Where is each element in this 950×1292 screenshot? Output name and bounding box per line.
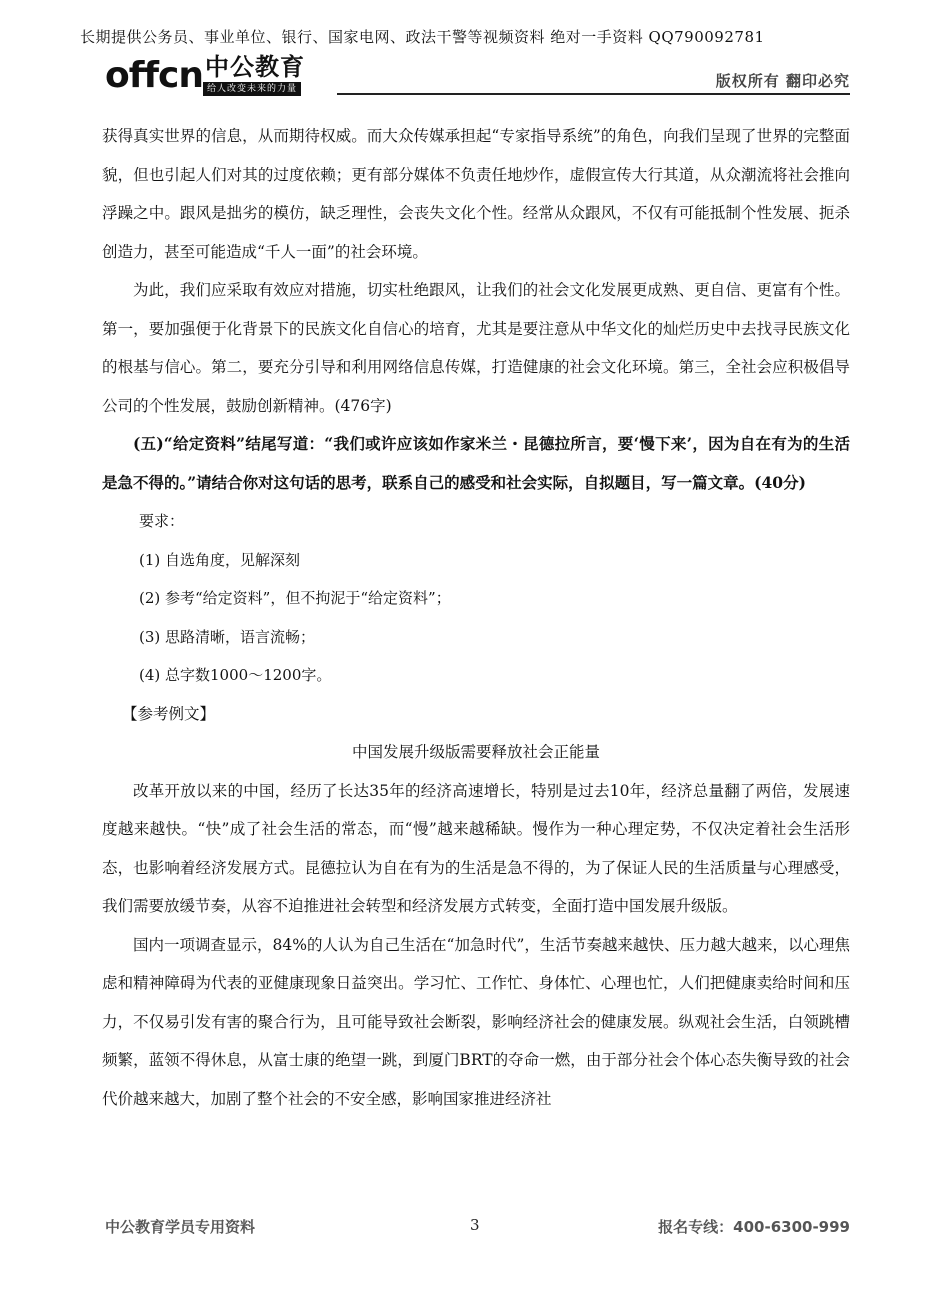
footer-hotline: 报名专线：400-6300-999 <box>658 1218 850 1236</box>
sample-essay-title: 中国发展升级版需要释放社会正能量 <box>351 743 600 761</box>
question-five: (五)“给定资料”结尾写道：“我们或许应该如作家米兰・昆德拉所言，要‘慢下来’，因为自在有为的生活是急不得的。”请结合你对这句话的思考，联系自己的感受和社会实际，自拟题目，写一篇文章。(40分) <box>102 434 850 492</box>
copyright-notice: 版权所有 翻印必究 <box>715 72 850 90</box>
offcn-logo <box>105 52 345 98</box>
document-body <box>102 117 850 1118</box>
sample-paragraph: 改革开放以来的中国，经历了长达35年的经济高速增长，特别是过去10年，经济总量翻了两倍，发展速度越来越快。“快”成了社会生活的常态，而“慢”越来越稀缺。慢作为一种心理定势，不仅决定着社会生活形态，也影响着经济发展方式。昆德拉认为自在有为的生活是急不得的，为了保证人民的生活质量与心理感受，我们需要放缓节奏，从容不迫推进社会转型和经济发展方式转变，全面打造中国发展升级版。 <box>102 781 850 915</box>
requirement-item: (4) 总字数1000～1200字。 <box>139 666 332 684</box>
requirement-item: (3) 思路清晰，语言流畅； <box>139 627 316 646</box>
paragraph-measures: 为此，我们应采取有效应对措施，切实杜绝跟风，让我们的社会文化发展更成熟、更自信、更富有个性。第一，要加强便于化背景下的民族文化自信心的培育，尤其是要注意从中华文化的灿烂历史中去找寻民族文化的根基与信心。第二，要充分引导和利用网络信息传媒，打造健康的社会文化环境。第三，全社会应积极倡导公司的个性发展，鼓励创新精神。(476字) <box>102 281 850 415</box>
page-header <box>105 52 850 100</box>
logo-mark: offcn <box>105 55 204 96</box>
requirement-item: (1) 自选角度，见解深刻 <box>139 550 301 569</box>
requirement-item: (2) 参考“给定资料”，但不拘泥于“给定资料”； <box>139 589 451 607</box>
logo-slogan: 给人改变未来的力量 <box>203 82 301 96</box>
footer-material-note: 中公教育学员专用资料 <box>105 1218 256 1236</box>
header-divider <box>337 93 850 95</box>
paragraph-continued: 获得真实世界的信息，从而期待权威。而大众传媒承担起“专家指导系统”的角色，向我们呈现了世界的完整面貌，但也引起人们对其的过度依赖；更有部分媒体不负责任地炒作，虚假宣传大行其道，从众潮流将社会推向浮躁之中。跟风是拙劣的模仿，缺乏理性，会丧失文化个性。经常从众跟风，不仅有可能抵制个性发展、扼杀创造力，甚至可能造成“千人一面”的社会环境。 <box>102 127 850 261</box>
top-banner: 长期提供公务员、事业单位、银行、国家电网、政法干警等视频资料 绝对一手资料 QQ790092781 <box>80 28 765 46</box>
sample-essay-label: 【参考例文】 <box>122 704 216 723</box>
logo-chinese-name: 中公教育 <box>205 53 305 81</box>
page-number: 3 <box>470 1216 480 1234</box>
page-footer <box>105 1216 850 1240</box>
sample-paragraph: 国内一项调查显示，84%的人认为自己生活在“加急时代”，生活节奏越来越快、压力越大越来，以心理焦虑和精神障碍为代表的亚健康现象日益突出。学习忙、工作忙、身体忙、心理也忙，人们把健康卖给时间和压力，不仅易引发有害的聚合行为，且可能导致社会断裂，影响经济社会的健康发展。纵观社会生活，白领跳槽频繁，蓝领不得休息，从富士康的绝望一跳，到厦门BRT的夺命一燃，由于部分社会个体心态失衡导致的社会代价越来越大，加剧了整个社会的不安全感，影响国家推进经济社 <box>102 935 850 1108</box>
requirements-label: 要求： <box>139 512 185 530</box>
